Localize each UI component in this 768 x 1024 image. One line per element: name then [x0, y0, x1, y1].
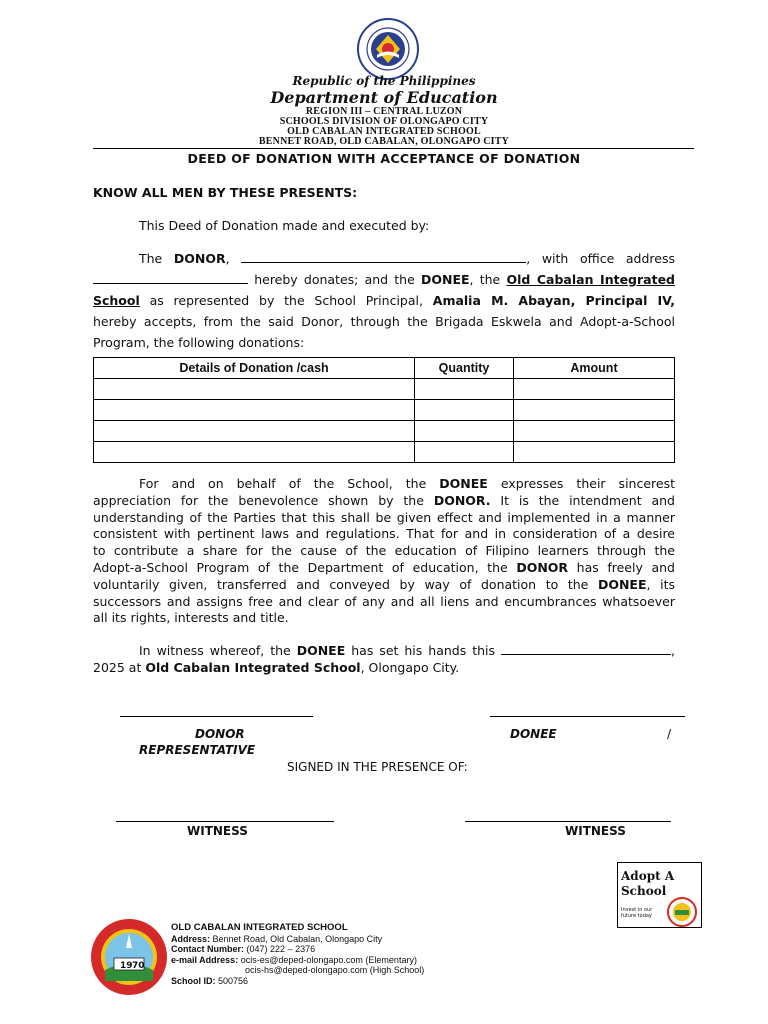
footer-address: Bennet Road, Old Cabalan, Olongapo City — [212, 933, 383, 944]
footer-email-2[interactable]: ocis-hs@deped-olongapo.com (High School) — [245, 965, 425, 975]
intro-text: This Deed of Donation made and executed by: — [139, 218, 430, 233]
p2-l8: successors and assigns free and clear of any and all liens and encumbrances whatsoever — [93, 593, 675, 609]
accepts-line: hereby accepts, from the said Donor, through the Brigada Eskwela and Adopt-a-School — [93, 314, 675, 329]
logo-year-right: 70 — [132, 961, 145, 971]
know-all-heading: KNOW ALL MEN BY THESE PRESENTS: — [93, 185, 358, 200]
p1-donates: hereby donates; and the — [254, 272, 415, 287]
donor-line: The DONOR, , with office address — [139, 251, 675, 266]
witness2-signature-line[interactable] — [465, 821, 671, 822]
p1-asrep: as represented by the School Principal, — [149, 293, 423, 308]
adopt-small-1: Invest in our — [621, 907, 653, 913]
footer-email-label: e-mail Address: — [171, 954, 239, 965]
p3-b: DONEE — [296, 643, 346, 658]
p3-c: has set his hands this — [351, 643, 496, 658]
p2-l7b: DONEE — [597, 576, 647, 592]
school-logo — [90, 918, 168, 996]
address-line: BENNET ROAD, OLD CABALAN, OLONGAPO CITY — [258, 136, 510, 147]
donee-signature-line[interactable] — [490, 716, 685, 717]
witness2-label: WITNESS — [565, 824, 626, 838]
p3-g: , Olongapo City. — [360, 660, 460, 675]
p1-the2: , the — [469, 272, 501, 287]
p3-d: , — [671, 643, 675, 658]
footer-email-1[interactable]: ocis-es@deped-olongapo.com (Elementary) — [240, 954, 417, 965]
document-title: DEED OF DONATION WITH ACCEPTANCE OF DONATION — [187, 151, 581, 166]
region-line: REGION III – CENTRAL LUZON — [305, 106, 463, 117]
table-cell[interactable] — [415, 421, 514, 442]
table-row — [94, 400, 675, 421]
p2-l5: to contribute a share for the cause of the education of Filipino learners through the — [93, 543, 675, 559]
table-row — [94, 442, 675, 463]
donor-signature-line[interactable] — [120, 716, 313, 717]
republic-line: Republic of the Philippines — [292, 74, 476, 88]
donee-label: DONEE — [510, 727, 557, 741]
donor-name-blank[interactable] — [241, 250, 526, 263]
donation-table — [93, 357, 675, 463]
adopt-a-school-box — [617, 862, 702, 928]
footer-schoolid-label: School ID: — [171, 975, 216, 986]
p2-l7c: , its — [646, 576, 675, 592]
table-row — [94, 421, 675, 442]
donee-line — [93, 269, 675, 290]
table-row — [94, 379, 675, 400]
department-title: Department of Education — [270, 88, 498, 107]
p2-l2c: It is the intendment and — [500, 492, 675, 508]
table-cell[interactable] — [514, 421, 675, 442]
deped-seal — [357, 18, 419, 80]
table-cell[interactable] — [94, 442, 415, 463]
p2-l4: consistent with pertinent laws and regulations. That for and in consideration of a desire — [93, 526, 675, 542]
p2-l9: all its rights, interests and title. — [93, 610, 289, 626]
p1-office: , with office address — [526, 251, 675, 266]
table-cell[interactable] — [415, 442, 514, 463]
p3-a: In witness whereof, the — [139, 643, 291, 658]
donee-slash: / — [667, 727, 672, 741]
presence-label: SIGNED IN THE PRESENCE OF: — [287, 760, 468, 774]
footer-info — [171, 923, 424, 986]
table-cell[interactable] — [415, 379, 514, 400]
office-address-blank[interactable] — [93, 271, 248, 284]
p2-l2b: DONOR. — [433, 492, 491, 508]
p1-donor: DONOR — [173, 251, 226, 266]
logo-year-left: 19 — [120, 961, 133, 971]
witness1-label: WITNESS — [187, 824, 248, 838]
table-cell[interactable] — [94, 379, 415, 400]
footer-school: OLD CABALAN INTEGRATED SCHOOL — [171, 922, 348, 933]
paragraph-3 — [93, 642, 675, 676]
adopt-title-1: Adopt A — [621, 869, 675, 883]
p2-l1a: For and on behalf of the School, the — [139, 476, 427, 491]
col-details: Details of Donation /cash — [94, 358, 415, 379]
table-cell[interactable] — [415, 400, 514, 421]
p3-f: Old Cabalan Integrated School — [145, 660, 361, 675]
p2-l1b: DONEE — [439, 476, 488, 491]
footer-contact-label: Contact Number: — [171, 944, 245, 954]
table-cell[interactable] — [94, 421, 415, 442]
p1-school-1: Old Cabalan Integrated — [506, 272, 675, 287]
date-blank[interactable] — [501, 642, 671, 655]
donor-label: DONOR — [195, 727, 245, 741]
table-cell[interactable] — [94, 400, 415, 421]
p2-l3: understanding of the Parties that this shall be given effect and implemented in a manner — [93, 509, 675, 525]
footer-address-label: Address: — [171, 933, 211, 944]
p2-l6c: has freely and — [576, 559, 675, 575]
p1-school-2: School — [93, 293, 140, 308]
p2-l1c: expresses their sincerest — [500, 476, 675, 491]
header-divider — [93, 148, 694, 149]
principal-line — [93, 290, 675, 311]
adopt-logo-icon — [667, 897, 697, 927]
program-line: Program, the following donations: — [93, 335, 305, 350]
footer-schoolid: 500756 — [218, 975, 249, 986]
footer-contact: (047) 222 – 2376 — [246, 944, 316, 954]
table-cell[interactable] — [514, 400, 675, 421]
col-quantity: Quantity — [415, 358, 514, 379]
p2-l2a: appreciation for the benevolence shown by the — [93, 492, 424, 508]
table-cell[interactable] — [514, 379, 675, 400]
representative-label: REPRESENTATIVE — [139, 743, 256, 757]
adopt-title-2: School — [621, 884, 667, 898]
paragraph-2 — [93, 476, 675, 627]
p2-l7a: voluntarily given, transferred and conveyed by way of donation to the — [93, 576, 589, 592]
p1-principal: Amalia M. Abayan, Principal IV, — [432, 293, 675, 308]
p3-e: 2025 at — [93, 660, 142, 675]
p1-donee: DONEE — [421, 272, 470, 287]
col-amount: Amount — [514, 358, 675, 379]
p1-the: The — [139, 251, 163, 266]
p2-l6b: DONOR — [516, 559, 569, 575]
p2-l6a: Adopt-a-School Program of the Department of education, the — [93, 559, 508, 575]
school-line: OLD CABALAN INTEGRATED SCHOOL — [287, 126, 481, 137]
witness1-signature-line[interactable] — [116, 821, 334, 822]
adopt-small-2: future today — [621, 913, 652, 919]
table-cell[interactable] — [514, 442, 675, 463]
division-line: SCHOOLS DIVISION OF OLONGAPO CITY — [279, 116, 489, 127]
